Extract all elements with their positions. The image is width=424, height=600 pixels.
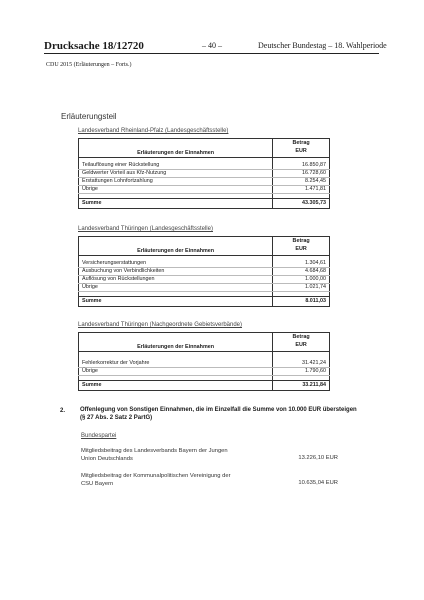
- donation-2-amount: 10.635,04 EUR: [298, 480, 338, 486]
- table3-col-amount: Betrag EUR: [273, 333, 330, 352]
- donation-1-line2: Union Deutschlands: [81, 456, 133, 462]
- table1-col-label: Erläuterungen der Einnahmen: [79, 139, 273, 158]
- donation-2-line1: Mitgliedsbeitrag der Kommunalpolitischen Vereinigung der: [81, 473, 231, 479]
- table-row: Erstattungen Lohnfortzahlung 8.254,45: [79, 178, 330, 186]
- table-row: Versicherungserstattungen 1.304,61: [79, 260, 330, 268]
- table3-col-label: Erläuterungen der Einnahmen: [79, 333, 273, 352]
- table1: [78, 138, 330, 209]
- donation-2-line2: CSU Bayern: [81, 481, 114, 487]
- table2: [78, 236, 330, 307]
- table3-sum-row: Summe 33.211,84: [79, 381, 330, 391]
- page-subtitle: CDU 2015 (Erläuterungen – Forts.): [46, 62, 132, 68]
- page-number: – 40 –: [202, 41, 222, 50]
- section2-number: 2.: [60, 408, 66, 414]
- table-row: Auflösung von Rückstellungen 1.000,00: [79, 276, 330, 284]
- table-row: Übrige 1.021,74: [79, 284, 330, 292]
- table2-sum-row: Summe 8.011,03: [79, 297, 330, 307]
- table-row: Fehlerkorrektur der Vorjahre 31.421,24: [79, 360, 330, 368]
- table1-org: Landesverband Rheinland-Pfalz (Landesgeschäftsstelle): [78, 128, 229, 134]
- table-row: Übrige 1.790,60: [79, 368, 330, 376]
- table2-org: Landesverband Thüringen (Landesgeschäftsstelle): [78, 226, 213, 232]
- section2-heading: Offenlegung von Sonstigen Einnahmen, die im Einzelfall die Summe von 10.000 EUR übersteigen (§ 27 Abs. 2 Satz 2 PartG): [80, 407, 357, 421]
- table-row: Geldwerter Vorteil aus Kfz-Nutzung 16.728,60: [79, 170, 330, 178]
- donation-1-amount: 13.226,10 EUR: [298, 455, 338, 461]
- table3: [78, 332, 330, 391]
- parliament-label: Deutscher Bundestag – 18. Wahlperiode: [258, 41, 387, 50]
- table2-col-amount: Betrag EUR: [273, 237, 330, 256]
- table3-org: Landesverband Thüringen (Nachgeordnete Gebietsverbände): [78, 322, 243, 328]
- table-row: Teilauflösung einer Rückstellung 16.850,87: [79, 162, 330, 170]
- table1-sum-row: Summe 43.305,73: [79, 199, 330, 209]
- table1-col-amount: Betrag EUR: [273, 139, 330, 158]
- table-row: Übrige 1.471,81: [79, 186, 330, 194]
- party-label: Bundespartei: [81, 433, 117, 439]
- header-rule: [44, 53, 379, 54]
- table-row: Ausbuchung von Verbindlichkeiten 4.684,68: [79, 268, 330, 276]
- section-title: Erläuterungsteil: [61, 112, 117, 121]
- document-number: Drucksache 18/12720: [44, 40, 144, 52]
- donation-1-line1: Mitgliedsbeitrag des Landesverbands Bayern der Jungen: [81, 448, 228, 454]
- table2-col-label: Erläuterungen der Einnahmen: [79, 237, 273, 256]
